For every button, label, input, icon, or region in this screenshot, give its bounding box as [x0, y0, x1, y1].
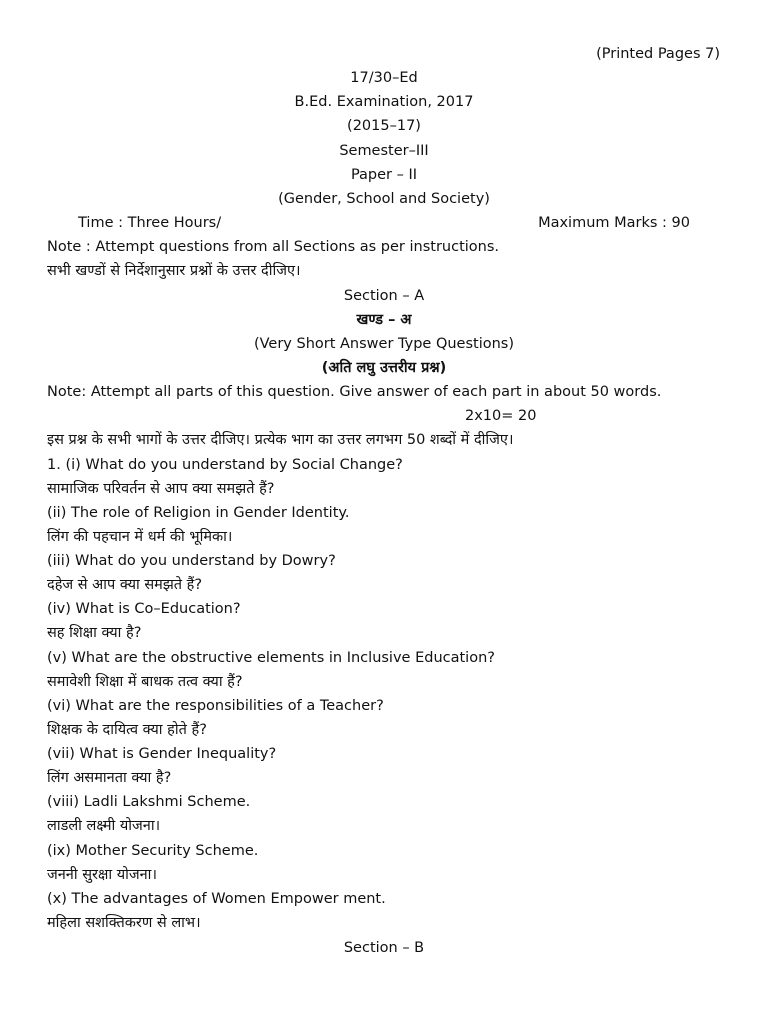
exam-session: (2015–17) — [347, 118, 421, 134]
general-note-en: Note : Attempt questions from all Sections as per instructions. — [47, 239, 500, 255]
printed-pages: (Printed Pages 7) — [596, 46, 720, 62]
section-a-note-hi: इस प्रश्न के सभी भागों के उत्तर दीजिए। प्रत्येक भाग का उत्तर लगभग 50 शब्दों में दीजिए। — [47, 432, 514, 448]
semester: Semester–III — [339, 143, 429, 159]
general-note-hi: सभी खण्डों से निर्देशानुसार प्रश्नों के उत्तर दीजिए। — [47, 263, 301, 279]
section-a-type-hi: (अति लघु उत्तरीय प्रश्न) — [321, 360, 447, 376]
question-1-iv: (iv) What is Co–Education? — [47, 601, 241, 617]
question-1-v: (v) What are the obstructive elements in Inclusive Education? — [47, 650, 495, 666]
question-1-iv-hi: सह शिक्षा क्या है? — [47, 625, 142, 641]
question-1-v-hi: समावेशी शिक्षा में बाधक तत्व क्या हैं? — [47, 674, 243, 690]
paper-subject: (Gender, School and Society) — [278, 191, 490, 207]
paper-number: Paper – II — [350, 167, 418, 183]
section-b-title: Section – B — [343, 940, 425, 956]
question-1-vii-hi: लिंग असमानता क्या है? — [47, 770, 172, 786]
section-a-note-en: Note: Attempt all parts of this question. Give answer of each part in about 50 words. — [47, 384, 662, 400]
question-1-vi: (vi) What are the responsibilities of a Teacher? — [47, 698, 384, 714]
section-a-type: (Very Short Answer Type Questions) — [253, 336, 515, 352]
question-1-x-hi: महिला सशक्तिकरण से लाभ। — [47, 915, 201, 931]
section-a-title-hi: खण्ड – अ — [356, 312, 412, 328]
question-1-vii: (vii) What is Gender Inequality? — [47, 746, 277, 762]
time-allowed: Time : Three Hours/ — [78, 215, 222, 231]
maximum-marks: Maximum Marks : 90 — [538, 215, 690, 231]
question-1-ix: (ix) Mother Security Scheme. — [47, 843, 259, 859]
question-1-iii: (iii) What do you understand by Dowry? — [47, 553, 336, 569]
question-1-i: 1. (i) What do you understand by Social Change? — [47, 457, 403, 473]
question-1-ii: (ii) The role of Religion in Gender Identity. — [47, 505, 350, 521]
question-1-ix-hi: जननी सुरक्षा योजना। — [47, 867, 157, 883]
section-a-title: Section – A — [343, 288, 425, 304]
question-1-ii-hi: लिंग की पहचान में धर्म की भूमिका। — [47, 529, 233, 545]
question-1-viii-hi: लाडली लक्ष्मी योजना। — [47, 818, 161, 834]
question-1-i-hi: सामाजिक परिवर्तन से आप क्या समझते हैं? — [47, 481, 275, 497]
question-1-vi-hi: शिक्षक के दायित्व क्या होते हैं? — [47, 722, 207, 738]
question-1-viii: (viii) Ladli Lakshmi Scheme. — [47, 794, 251, 810]
exam-title: B.Ed. Examination, 2017 — [294, 94, 474, 110]
paper-code: 17/30–Ed — [350, 70, 418, 86]
section-a-marks: 2x10= 20 — [465, 408, 537, 424]
question-1-x: (x) The advantages of Women Empower ment. — [47, 891, 386, 907]
question-1-iii-hi: दहेज से आप क्या समझते हैं? — [47, 577, 203, 593]
